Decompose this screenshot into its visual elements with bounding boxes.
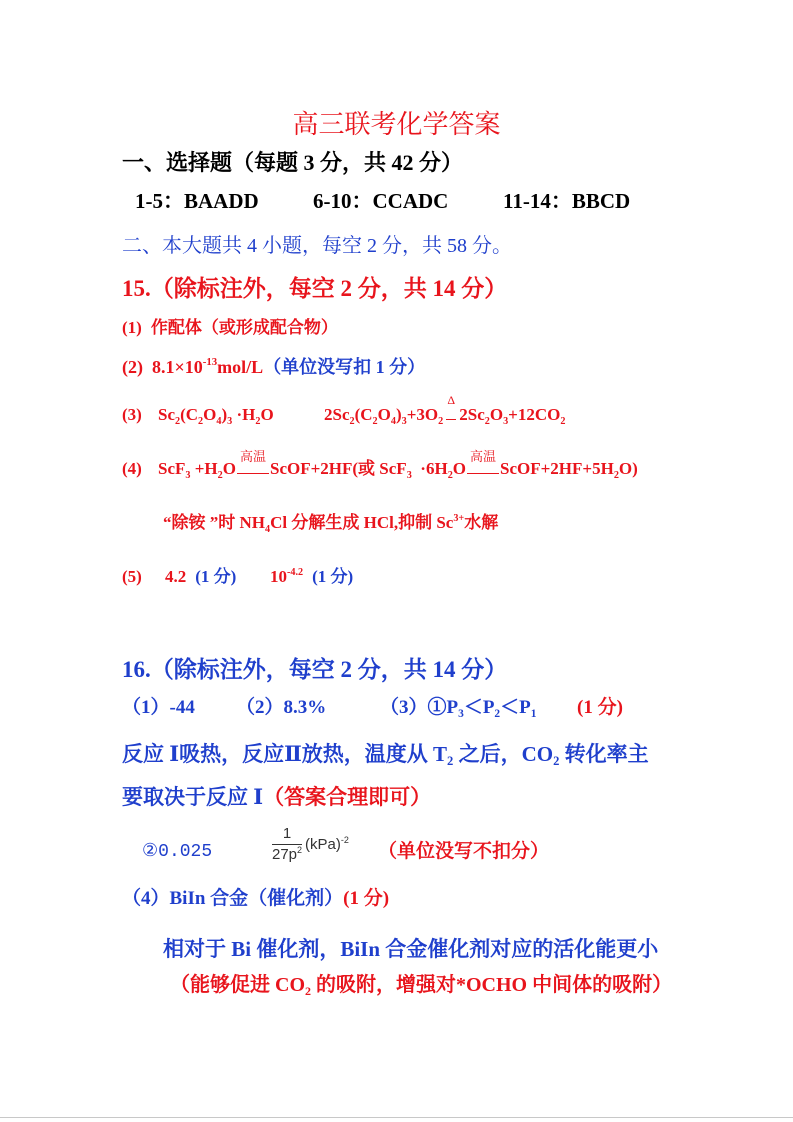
page-title: 高三联考化学答案 [292, 110, 501, 139]
part1-heading: 一、选择题（每题 3 分，共 42 分） [122, 150, 464, 175]
formula-text: O [489, 405, 504, 424]
ion-charge-superscript: 3+ [453, 512, 465, 524]
answer-label: (1) [122, 318, 142, 337]
score-note: (1 分) [195, 567, 237, 586]
formula-subscript: 3 [227, 415, 233, 427]
kp-expression [272, 824, 349, 865]
formula-subscript: 3 [185, 469, 191, 481]
formula-text: ScOF+2HF [269, 459, 353, 478]
q15-heading: 15.（除标注外，每空 2 分，共 14 分） [122, 276, 508, 301]
formula-text: O [203, 405, 217, 424]
formula-text: (C [354, 405, 373, 424]
grading-note: （答案合理即可） [263, 785, 432, 809]
mc-answers-11-14: 11-14：BBCD [503, 189, 631, 213]
formula-text: O [452, 459, 467, 478]
answer-text: ＜P [463, 697, 495, 718]
kp-denominator-text: 27p [272, 846, 298, 863]
q15-answer-1 [122, 318, 338, 338]
answer-exponent: -13 [202, 356, 218, 369]
answer-value: 10 [270, 567, 287, 586]
q15-answer-5-value2 [270, 566, 353, 588]
q16-answer-2: （2）8.3% [236, 697, 327, 718]
formula-text: ) [395, 405, 402, 424]
kp-unit-text: (kPa) [305, 836, 341, 853]
reaction-condition-arrow [445, 393, 457, 421]
formula-text: Sc [158, 405, 175, 424]
formula-subscript: 3 [401, 415, 407, 427]
formula-subscript: 2 [305, 984, 311, 999]
formula-text: +H [190, 459, 218, 478]
answer-value: 8.1×10 [152, 357, 203, 377]
q16-answer-3-reason-line2 [122, 785, 431, 809]
answer-text: （3）①P [380, 697, 459, 718]
reaction-condition-arrow [466, 449, 500, 475]
formula-subscript: 2 [613, 469, 619, 481]
reaction-arrow-line [467, 473, 499, 474]
score-note: (1 分) [343, 888, 390, 909]
mc-answers-1-5: 1-5：BAADD [135, 189, 259, 213]
formula-text: 2Sc [324, 405, 350, 424]
q15-answer-3-equation [324, 393, 566, 427]
high-temperature-label: 高温 [239, 449, 266, 464]
reason-text: “除铵 ”时 NH [163, 513, 265, 532]
q16-answer-4-reason: 相对于 Bi 催化剂，BiIn 合金催化剂对应的活化能更小 [163, 937, 659, 961]
formula-text: O [377, 405, 391, 424]
formula-subscript: 4 [216, 415, 222, 427]
formula-subscript: 2 [175, 415, 181, 427]
formula-subscript: 3 [503, 415, 509, 427]
formula-subscript: 2 [198, 415, 204, 427]
part2-heading: 二、本大题共 4 小题，每空 2 分，共 58 分。 [122, 235, 512, 257]
scoring-note: （单位没写扣 1 分） [263, 357, 426, 377]
kp-unit [305, 836, 349, 853]
reason-text: 转化率主 [559, 742, 649, 766]
formula-text: ) [221, 405, 228, 424]
formula-subscript: 2 [217, 469, 223, 481]
answer-text: 作配体（或形成配合物） [150, 318, 338, 337]
q15-answer-4-equations [158, 449, 638, 481]
high-temperature-label: 高温 [470, 449, 497, 464]
formula-subscript: 2 [560, 415, 566, 427]
formula-text: ScF [158, 459, 186, 478]
q16-answer-3-pressure-order [380, 697, 536, 719]
note-text: 的吸附，增强对*OCHO 中间体的吸附） [311, 974, 673, 996]
answer-value: 4.2 [165, 567, 187, 586]
q15-answer-3-label: (3) [122, 405, 142, 424]
reason-text: 要取决于反应 Ⅰ [122, 785, 264, 809]
kp-unit-exponent: -2 [340, 834, 349, 845]
formula-subscript: 2 [553, 754, 560, 769]
heat-condition-label: Δ [447, 393, 456, 407]
formula-subscript: 2 [438, 415, 444, 427]
q16-heading: 16.（除标注外，每空 2 分，共 14 分） [122, 657, 508, 682]
formula-text: (或 ScF [352, 459, 407, 478]
formula-subscript: 4 [265, 523, 271, 535]
answer-unit: mol/L [217, 357, 264, 377]
q15-answer-2 [122, 356, 425, 378]
formula-subscript: 2 [372, 415, 378, 427]
kp-numerator: 1 [272, 824, 302, 845]
reaction-condition-arrow [236, 449, 270, 475]
formula-text: ·H [232, 405, 256, 424]
reaction-arrow-line [237, 473, 269, 474]
q16-answer-3-part2-value: ②0.025 [142, 842, 213, 862]
q15-answer-5-label: (5) [122, 567, 142, 586]
q15-answer-5-value1 [165, 566, 236, 588]
q16-answer-1: （1）-44 [122, 697, 195, 718]
page-bottom-edge [0, 1117, 793, 1118]
formula-text: O) [618, 459, 638, 478]
formula-subscript: 4 [390, 415, 396, 427]
formula-text: O [260, 405, 274, 424]
reason-text: 反应 Ⅰ吸热，反应Ⅱ放热，温度从 T [122, 742, 448, 766]
kp-fraction [272, 824, 302, 865]
formula-subscript: 2 [447, 469, 453, 481]
mc-answers-6-10: 6-10：CCADC [313, 189, 449, 213]
formula-text: +3O [406, 405, 439, 424]
score-note: (1 分) [312, 567, 354, 586]
formula-text: (C [180, 405, 199, 424]
formula-subscript: 2 [484, 415, 490, 427]
reaction-arrow-line [446, 419, 456, 420]
q15-answer-3-formula [158, 404, 274, 426]
answer-label: (2) [122, 357, 143, 377]
reason-text: Cl 分解生成 HCl,抑制 Sc [270, 513, 454, 532]
formula-subscript: 3 [406, 469, 412, 481]
formula-text: 2Sc [459, 405, 485, 424]
answer-exponent: -4.2 [287, 566, 304, 578]
q16-answer-3-part2-note: （单位没写不扣分） [378, 841, 550, 862]
q16-answer-3-score: (1 分) [577, 697, 623, 718]
kp-denominator [272, 845, 302, 865]
formula-subscript: 2 [494, 707, 501, 720]
q15-answer-4-label: (4) [122, 459, 142, 478]
formula-subscript: 2 [447, 754, 454, 769]
q16-answer-4-note [170, 973, 672, 997]
formula-text: ·6H [411, 459, 448, 478]
formula-text: O [222, 459, 236, 478]
q16-answer-3-reason-line1 [122, 742, 649, 769]
answer-text: ＜P [500, 697, 531, 718]
formula-text: +12CO [508, 405, 561, 424]
reason-text: 水解 [464, 513, 499, 532]
formula-subscript: 1 [530, 707, 537, 720]
q15-answer-4-reason [163, 512, 498, 534]
formula-text: ScOF+2HF+5H [500, 459, 614, 478]
formula-subscript: 3 [458, 707, 464, 720]
answer-text: （4）BiIn 合金（催化剂） [122, 888, 344, 909]
note-text: （能够促进 CO [170, 974, 305, 996]
formula-subscript: 2 [349, 415, 355, 427]
q16-answer-4 [122, 887, 389, 911]
kp-denominator-exponent: 2 [297, 844, 303, 855]
formula-subscript: 2 [255, 415, 261, 427]
reason-text: 之后，CO [453, 742, 554, 766]
